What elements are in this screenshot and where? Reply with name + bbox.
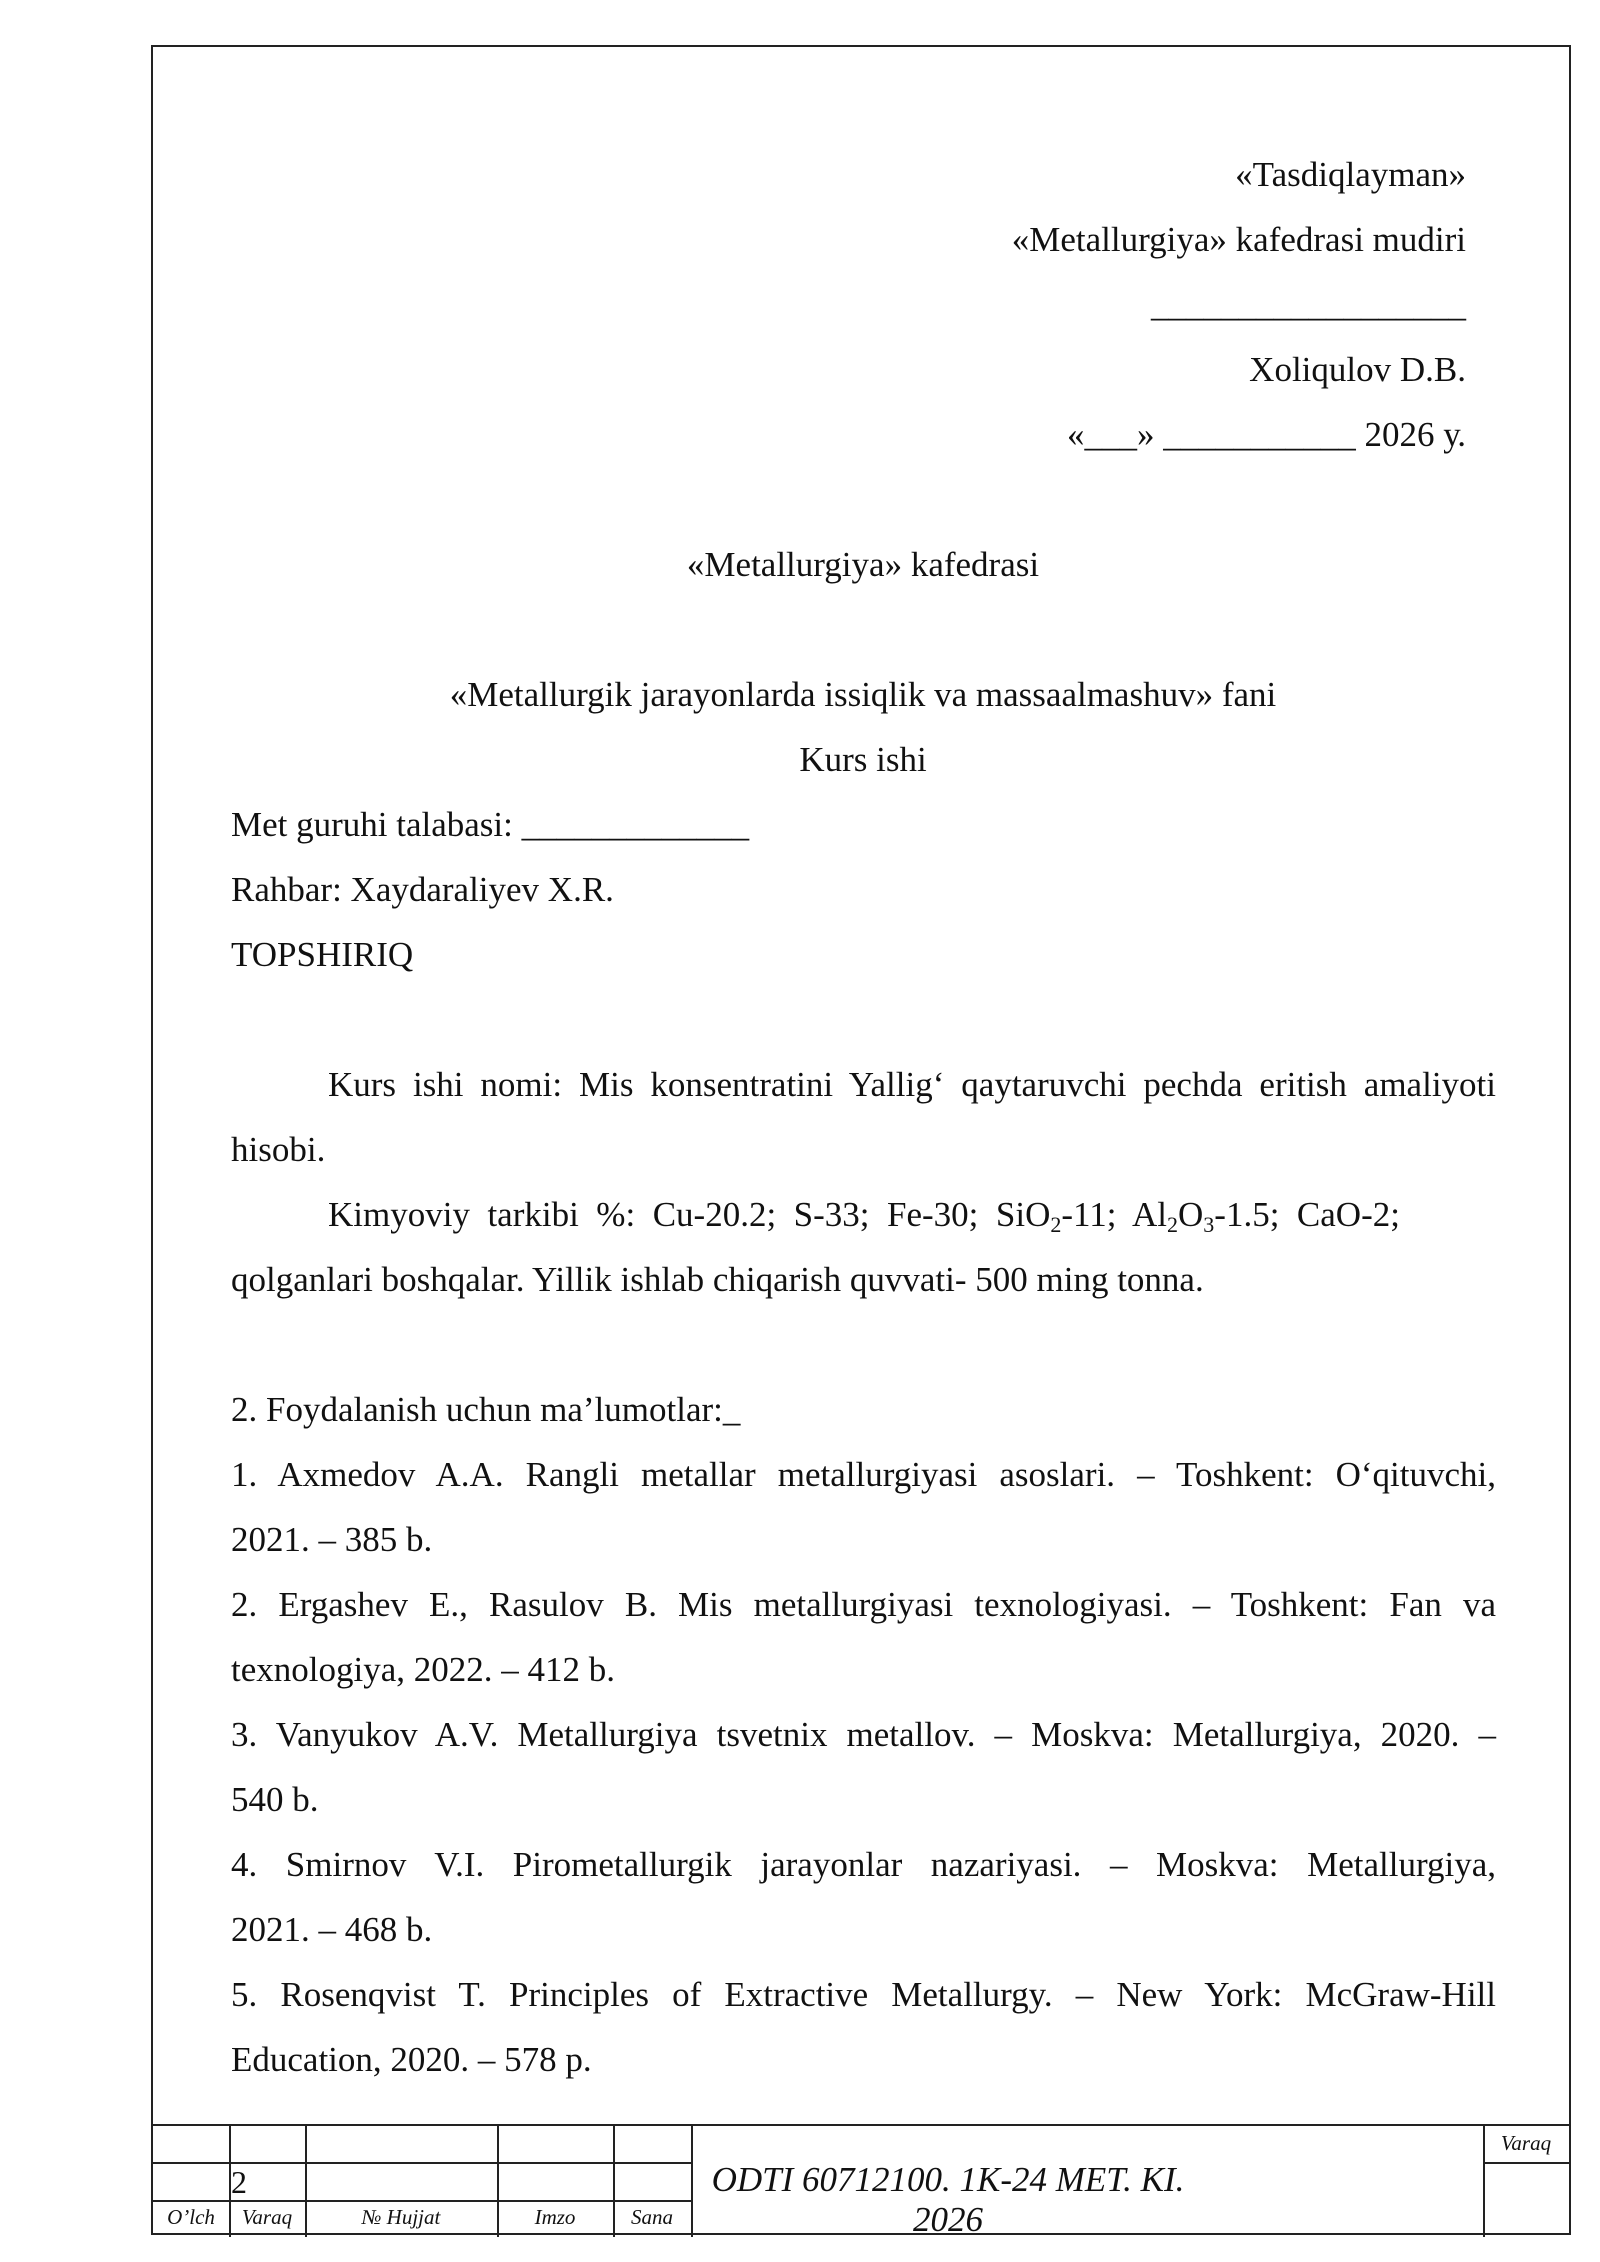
reference-2-line1: 2. Ergashev E., Rasulov B. Mis metallurgiyasi texnologiyasi. – Toshkent: Fan va (231, 1585, 1496, 1624)
references-heading: 2. Foydalanish uchun ma’lumotlar:_ (231, 1390, 741, 1429)
reference-1-line1: 1. Axmedov A.A. Rangli metallar metallurgiyasi asoslari. – Toshkent: O‘qituvchi, (231, 1455, 1496, 1494)
col-hujjat: № Hujjat (361, 2205, 441, 2229)
task-name-line2: hisobi. (231, 1130, 326, 1169)
title-block (153, 2124, 1569, 2237)
approval-date: «___» ___________ 2026 у. (1067, 415, 1466, 454)
department: «Metallurgiya» kafedrasi (686, 545, 1040, 584)
supervisor-line: Rahbar: Xaydaraliyev X.R. (231, 870, 614, 909)
reference-3-line1: 3. Vanyukov A.V. Metallurgiya tsvetnix metallov. – Moskva: Metallurgiya, 2020. – (231, 1715, 1496, 1754)
reference-4-line2: 2021. – 468 b. (231, 1910, 433, 1949)
col-varaq: Varaq (241, 2205, 293, 2229)
reference-4-line1: 4. Smirnov V.I. Pirometallurgik jarayonlar nazariyasi. – Moskva: Metallurgiya, (231, 1845, 1496, 1884)
reference-3-line2: 540 b. (231, 1780, 319, 1819)
task-composition-line1: Kimyoviy tarkibi %: Cu-20.2; S-33; Fe-30; SiO$_2$-11; $Al_2O_3-1.5$; CaO-2; (328, 1195, 1400, 1237)
task-composition-line2: qolganlari boshqalar. Yillik ishlab chiqarish quvvati- 500 ming tonna. (231, 1260, 1204, 1299)
reference-2-line2: texnologiya, 2022. – 412 b. (231, 1650, 615, 1689)
task-name-line1: Kurs ishi nomi: Mis konsentratini Yallig‘ qaytaruvchi pechda eritish amaliyoti (328, 1065, 1496, 1104)
col-imzo: Imzo (534, 2205, 576, 2229)
approval-position: «Metallurgiya» kafedrasi mudiri (1011, 220, 1466, 259)
sheet-number: 2 (231, 2164, 247, 2200)
varaq-label: Varaq (1500, 2131, 1552, 2155)
doc-type: Kurs ishi (799, 740, 927, 779)
reference-1-line2: 2021. – 385 b. (231, 1520, 433, 1559)
approval-title: «Tasdiqlayman» (1235, 155, 1466, 194)
student-line: Met guruhi talabasi: _____________ (231, 805, 750, 844)
subject: «Metallurgik jarayonlarda issiqlik va massaalmashuv» fani (449, 675, 1277, 714)
reference-5-line1: 5. Rosenqvist T. Principles of Extractive Metallurgy. – New York: McGraw-Hill (231, 1975, 1496, 2014)
col-olch: O’lch (167, 2205, 215, 2229)
assignment-heading: TOPSHIRIQ (231, 935, 414, 974)
page-frame (151, 45, 1571, 2239)
document-code: ODTI 60712100. 1K-24 MET. KI. 2026 (711, 2160, 1185, 2239)
title-block-row-line (1483, 2162, 1569, 2164)
reference-5-line2: Education, 2020. – 578 p. (231, 2040, 592, 2079)
approval-signature-line: __________________ (1151, 285, 1466, 324)
col-sana: Sana (631, 2205, 673, 2229)
approval-name: Xoliqulov D.B. (1249, 350, 1466, 389)
